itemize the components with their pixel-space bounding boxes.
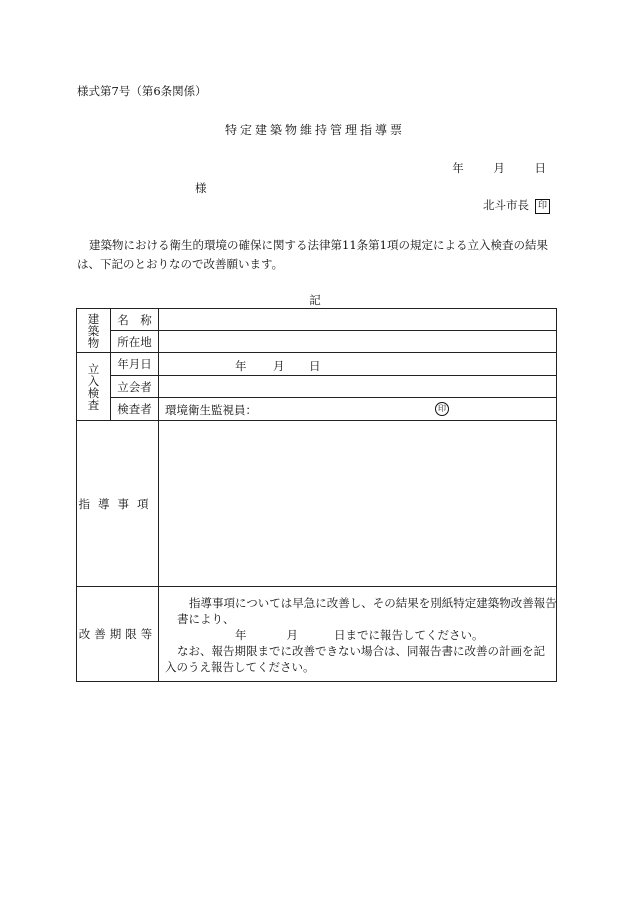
guidance-form-table bbox=[76, 308, 557, 682]
inspection-date-field[interactable] bbox=[159, 353, 557, 376]
date-year: 年 bbox=[452, 161, 464, 175]
guidance-label: 指導事項 bbox=[77, 421, 159, 587]
location-field[interactable] bbox=[159, 331, 557, 353]
inspector-field[interactable] bbox=[159, 398, 557, 421]
inspection-day: 日 bbox=[309, 359, 321, 373]
ki-heading: 記 bbox=[309, 293, 321, 307]
inspection-year: 年 bbox=[235, 359, 247, 373]
inspection-group-label: 立 入 検 査 bbox=[77, 353, 111, 421]
deadline-paragraph-1: 指導事項については早急に改善し、その結果を別紙特定建築物改善報告書により、年 月 日までに報告してください。 bbox=[177, 596, 557, 642]
attendee-field[interactable] bbox=[159, 376, 557, 398]
name-label: 名 称 bbox=[111, 309, 159, 331]
guidance-field[interactable] bbox=[159, 421, 557, 587]
inspection-month: 月 bbox=[273, 359, 285, 373]
name-field[interactable] bbox=[159, 309, 557, 331]
attendee-label: 立会者 bbox=[111, 376, 159, 398]
inspector-label: 検査者 bbox=[111, 398, 159, 421]
addressee-suffix: 様 bbox=[195, 181, 207, 195]
seal-circle-icon: 印 bbox=[435, 402, 449, 416]
deadline-notice bbox=[159, 587, 557, 682]
issue-date bbox=[452, 160, 546, 176]
issuer bbox=[483, 197, 550, 214]
inspection-date-label: 年月日 bbox=[111, 353, 159, 376]
deadline-paragraph-2: なお、報告期限までに改善できない場合は、同報告書に改善の計画を記入のうえ報告してください。 bbox=[165, 644, 545, 674]
seal-icon: 印 bbox=[535, 199, 550, 214]
document-title: 特定建築物維持管理指導票 bbox=[224, 123, 405, 137]
issuer-name: 北斗市長 bbox=[483, 198, 529, 212]
inspector-title: 環境衛生監視員： bbox=[165, 403, 257, 417]
date-month: 月 bbox=[493, 161, 505, 175]
location-label: 所在地 bbox=[111, 331, 159, 353]
date-day: 日 bbox=[534, 161, 546, 175]
intro-paragraph: 建築物における衛生的環境の確保に関する法律第11条第1項の規定による立入検査の結果は、下記のとおりなので改善願います。 bbox=[77, 238, 548, 271]
deadline-label: 改善期限等 bbox=[77, 587, 159, 682]
form-number: 様式第7号（第6条関係） bbox=[77, 84, 207, 98]
building-group-label: 建 築 物 bbox=[77, 309, 111, 353]
